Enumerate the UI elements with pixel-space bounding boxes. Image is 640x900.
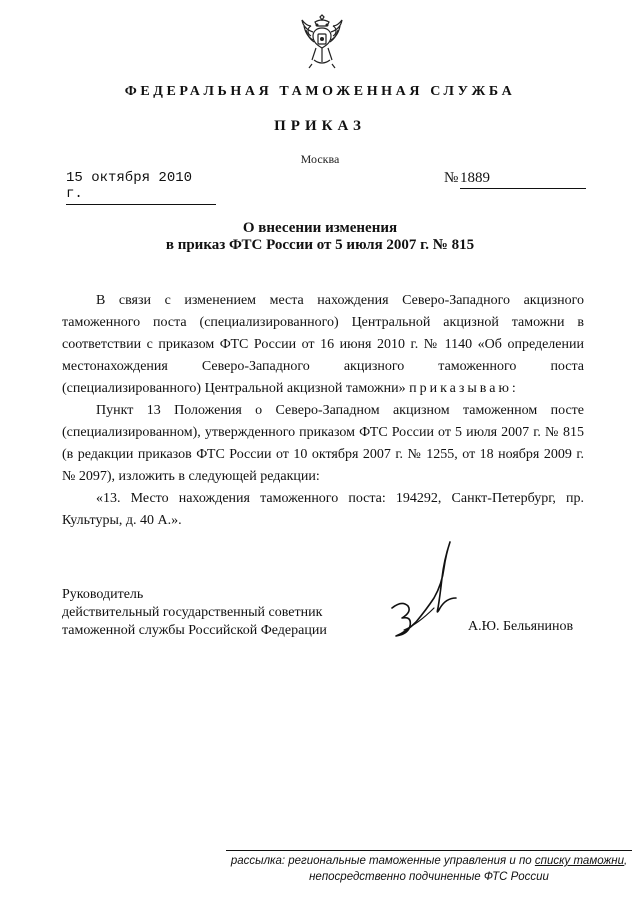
distribution-text: рассылка: региональные таможенные управления и по xyxy=(230,855,535,867)
state-emblem-icon xyxy=(300,14,344,70)
distribution-divider xyxy=(226,850,632,851)
city: Москва xyxy=(300,152,340,166)
order-title xyxy=(0,220,640,254)
order-date: 15 октября 2010 г. xyxy=(66,170,216,205)
agency-name: ФЕДЕРАЛЬНАЯ ТАМОЖЕННАЯ СЛУЖБА xyxy=(124,84,516,99)
distribution-comma: , xyxy=(623,855,628,867)
distribution-line-2: непосредственно подчиненные ФТС России xyxy=(309,871,549,883)
paragraph-3: «13. Место нахождения таможенного поста: 194292, Санкт-Петербург, пр. Культуры, д. 40 А.». xyxy=(62,491,584,528)
document-type: ПРИКАЗ xyxy=(274,118,366,134)
order-keyword: приказываю: xyxy=(409,381,519,396)
order-body xyxy=(62,290,584,532)
signer-position xyxy=(62,586,327,640)
distribution-line-1 xyxy=(226,853,632,869)
order-title-line-1: О внесении изменения xyxy=(242,220,398,236)
paragraph-1-text: В связи с изменением места нахождения Северо-Западного акцизного таможенного поста (специализированного) Центральной акцизной таможни в соответствии с приказом ФТС России от 16 июня 2010 г. № 1140 «Об определении местонахождения Северо-Западного акцизного таможенного поста (специализированного) Центральной акцизной таможни» xyxy=(62,293,584,396)
signer-title-line-1: Руководитель xyxy=(62,587,144,602)
order-number-label: № xyxy=(444,170,459,186)
signer-title-line-3: таможенной службы Российской Федерации xyxy=(62,623,327,638)
order-number: 1889 xyxy=(460,170,586,189)
signer-title-line-2: действительный государственный советник xyxy=(62,605,323,620)
order-title-line-2: в приказ ФТС России от 5 июля 2007 г. № 815 xyxy=(165,237,475,253)
paragraph-1 xyxy=(62,290,584,400)
distribution-list xyxy=(226,853,632,885)
signer-name: А.Ю. Бельянинов xyxy=(468,619,574,634)
paragraph-2: Пункт 13 Положения о Северо-Западном акцизном таможенном посте (специализированном), утвержденного приказом ФТС России от 5 июля 2007 г. № 815 (в редакции приказов ФТС России от 10 октября 2007 г. № 1255, от 18 ноября 2009 г. № 2097), изложить в следующей редакции: xyxy=(62,403,584,484)
handwritten-signature xyxy=(384,538,476,650)
distribution-customs-list: списку таможни xyxy=(534,855,624,867)
